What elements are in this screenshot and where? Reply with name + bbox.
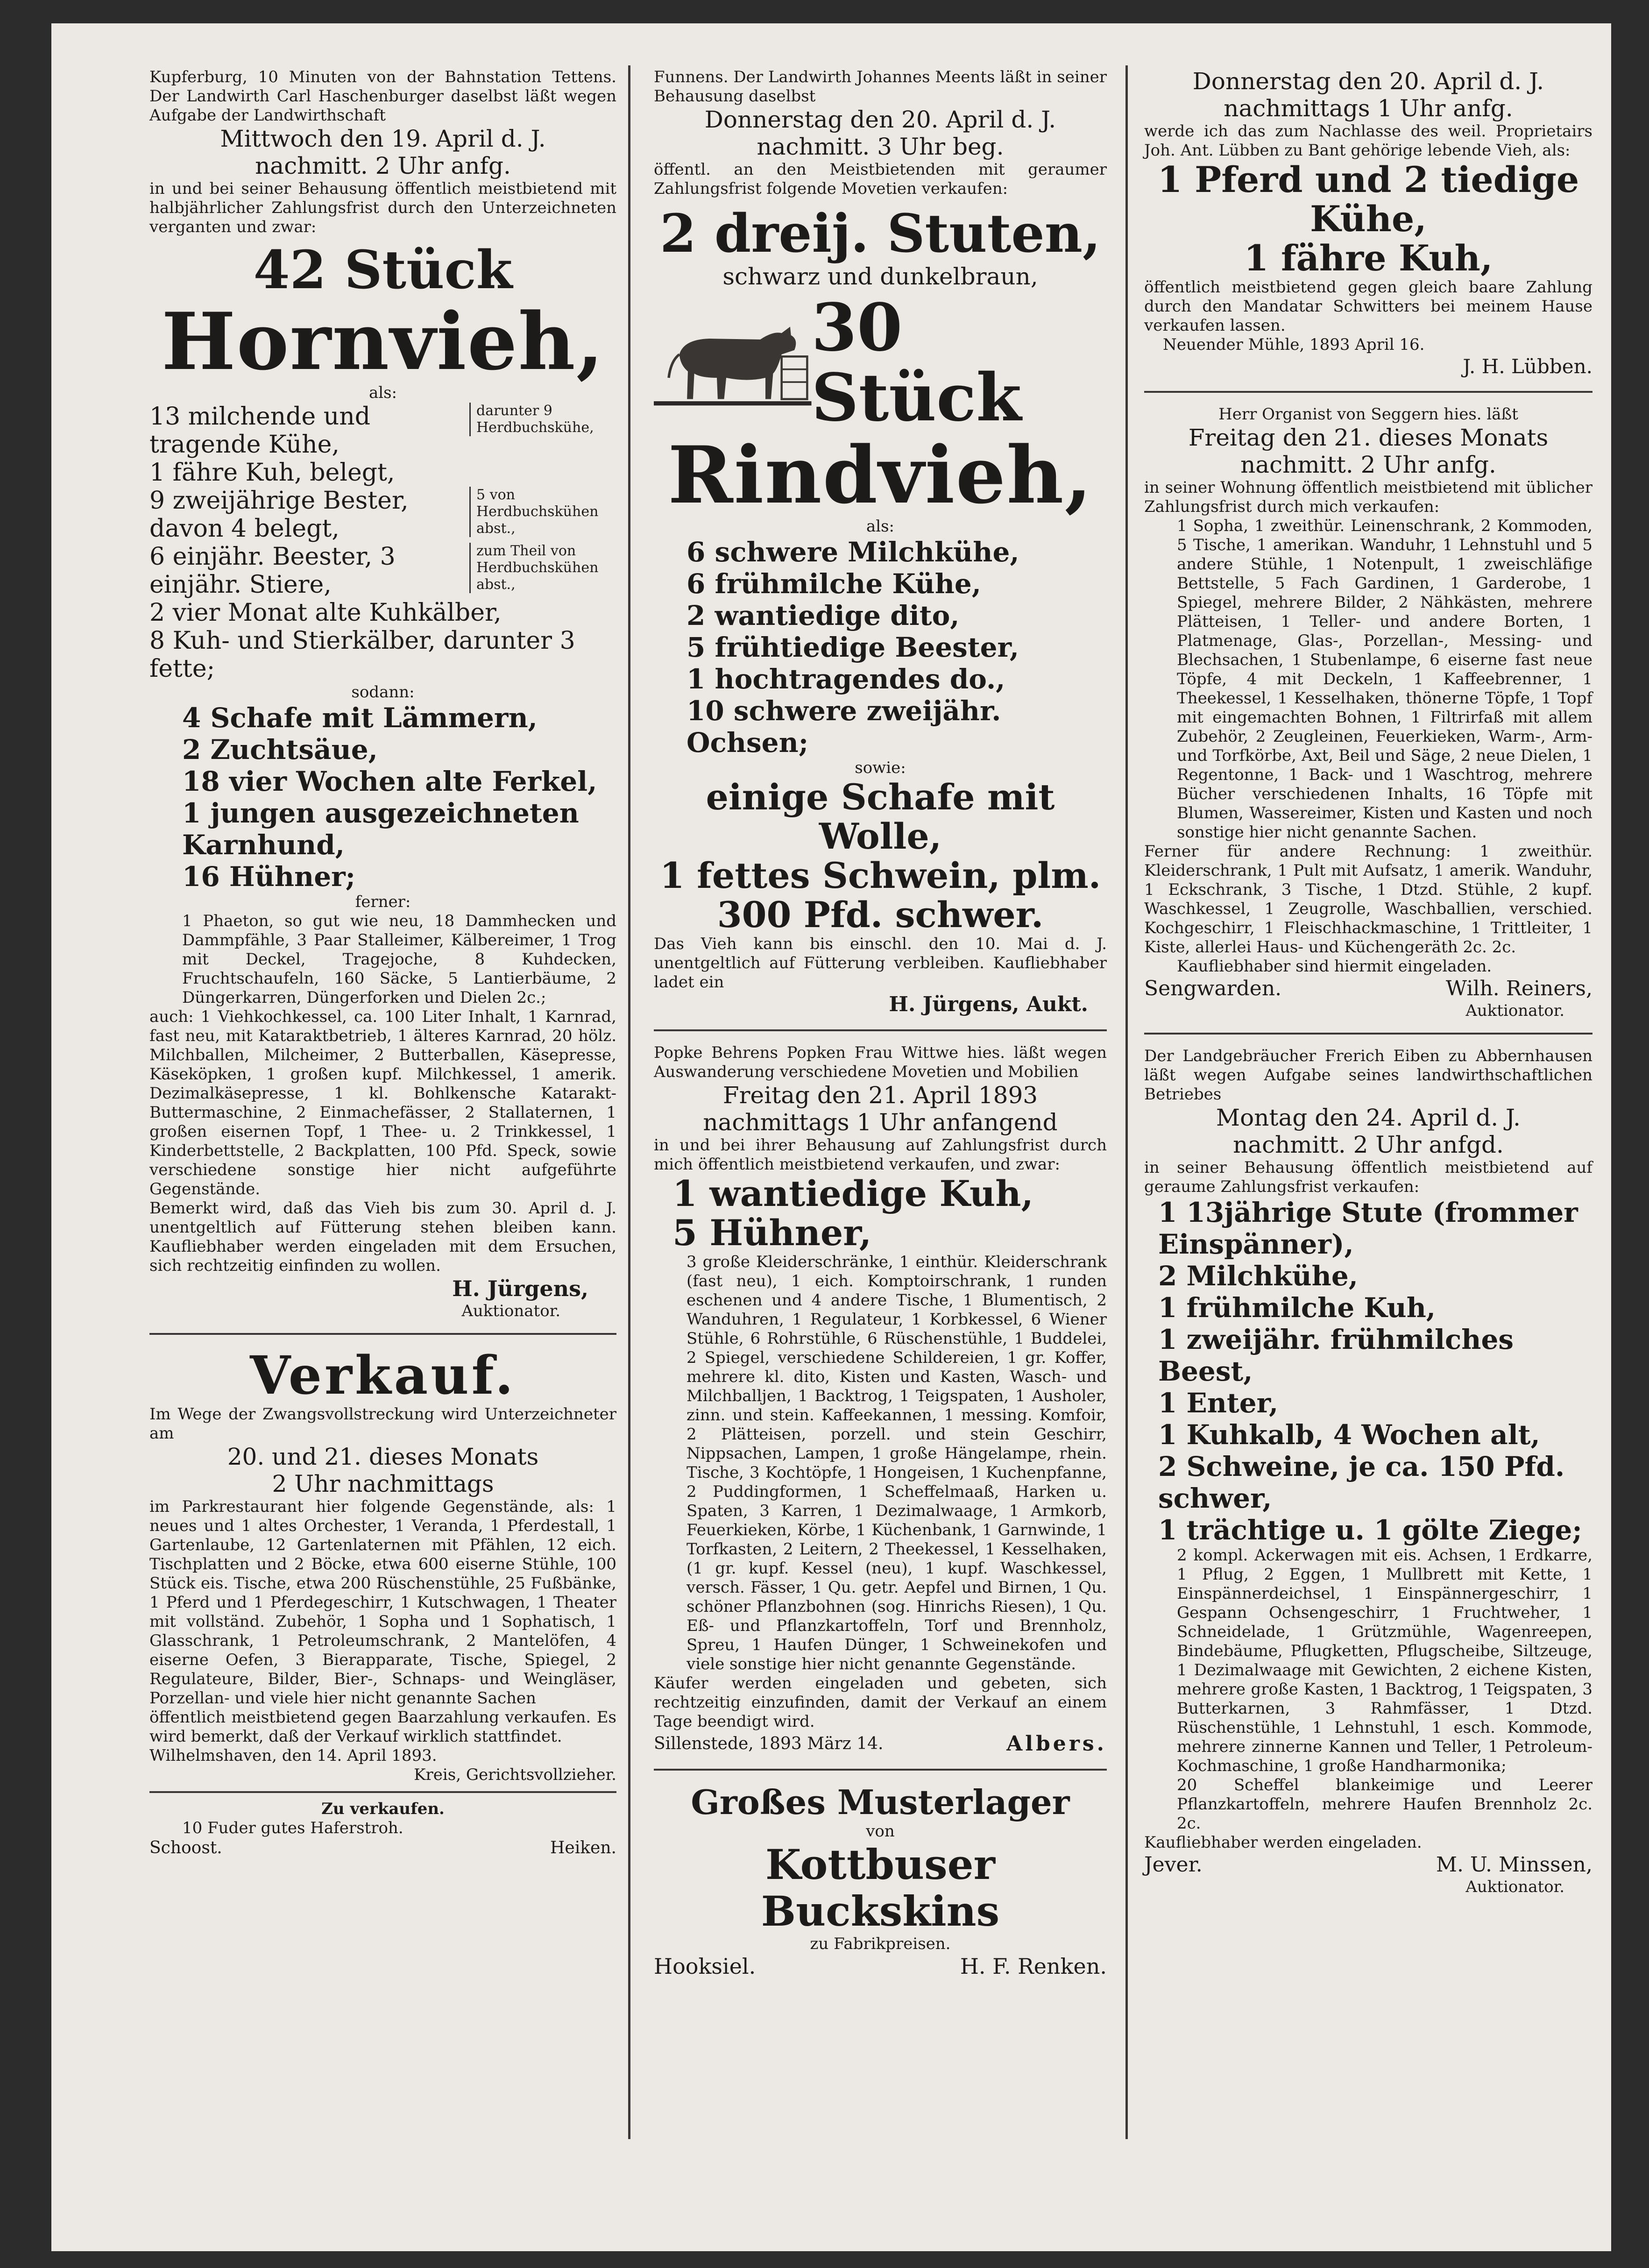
ad-note: Kaufliebhaber sind hiermit eingeladen. — [1177, 957, 1492, 976]
ad-signature: Heiken. — [550, 1838, 616, 1857]
ad-headline: 2 dreij. Stuten, — [659, 203, 1101, 264]
column-2 — [654, 68, 1107, 1979]
ad-note: Käufer werden eingeladen und gebeten, sich rechtzeitig einzufinden, damit der Verkauf an einem Tage beendigt wird. — [654, 1674, 1107, 1731]
ad-title: Rindvieh, — [667, 429, 1093, 521]
ad-ferner-text: 1 Phaeton, so gut wie neu, 18 Dammhecken und Dammpfähle, 3 Paar Stalleimer, Kälbereimer, 1 Trog mit Deckel, Tragejoche, 8 Kuhdecken, Fruchtschaufeln, 160 Säcke, 5 Lantierbäume, 2 Düngerkarren, Düngerforken und Dielen 2c.; — [182, 912, 616, 1007]
list-item: 1 fähre Kuh, — [1244, 237, 1493, 279]
ad-place-date: Wilhelmshaven, den 14. April 1893. — [149, 1746, 437, 1765]
ad-signature-role: Auktionator. — [1465, 1878, 1564, 1896]
ad-place: Hooksiel. — [654, 1954, 756, 1979]
ad-signature: M. U. Minssen, — [1436, 1853, 1592, 1877]
ad-items-text: im Parkrestaurant hier folgende Gegenstände, als: 1 neues und 1 altes Orchester, 1 Veranda, 1 Pferdestall, 1 Gartenlaube, 12 Gartenlaternen mit Pfählen, 12 eich. Tischplatten und 2 Böcke, etwa 600 eiserne Stühle, 100 Stück eis. Tische, etwa 200 Rüschenstühle, 25 Fußbänke, 1 Pferd und 1 Pferdegeschirr, 1 Kutschwagen, 1 Theater mit vollständ. Zubehör, 1 Sopha und 1 Sophatisch, 1 Glasschrank, 1 Petroleumschrank, 2 Mantelöfen, 4 eiserne Oefen, 3 Bierapparate, Tische, Spiegel, 2 Regulateure, Bilder, Bier-, Schnaps- und Weingläser, Porzellan- und viele hier nicht genannte Sachen — [149, 1497, 616, 1708]
ad-terms: öffentlich meistbietend gegen Baarzahlung verkaufen. Es wird bemerkt, daß der Verkauf wirklich stattfindet. — [149, 1708, 616, 1746]
ad-place-date: Neuender Mühle, 1893 April 16. — [1163, 335, 1425, 354]
ad-intro: Im Wege der Zwangsvollstreckung wird Unterzeichneter am — [149, 1405, 616, 1443]
ad-footer — [1144, 976, 1592, 1001]
divider — [654, 1769, 1107, 1771]
column-3 — [1144, 68, 1592, 1897]
ad-items-text: 2 kompl. Ackerwagen mit eis. Achsen, 1 Erdkarre, 1 Pflug, 2 Eggen, 1 Mullbrett mit Kette, 1 Einspännerdeichsel, 1 Einspännergeschirr, 1 Gespann Ochsengeschirr, 1 Fruchtweher, 1 Schneidelade, 1 Grützmühle, Wagenreepen, Bindebäume, Pflugketten, Pflugscheibe, Siltzeuge, 1 Dezimalwaage mit Gewichten, 2 eichene Kisten, mehrere große Kasten, 1 Backtrog, 1 Teigspaten, 3 Butterkarnen, 3 Rahmfässer, 1 Dtzd. Rüschenstühle, 1 Lehnstuhl, 1 esch. Kommode, mehrere zinnerne Kannen und Teller, 1 Petroleum-Kochmaschine, 1 große Handharmonika; — [1177, 1546, 1592, 1775]
ad-animal-list — [1144, 1197, 1592, 1546]
ad-time: 2 Uhr nachmittags — [272, 1470, 494, 1497]
ad-time: nachmittags 1 Uhr anfg. — [1224, 95, 1513, 122]
list-item: 5 frühtiedige Beester, — [686, 631, 1019, 663]
auction-ad-rindvieh — [654, 68, 1107, 1017]
ad-items-text: 3 große Kleiderschränke, 1 einthür. Kleiderschrank (fast neu), 1 eich. Komptoirschrank, 1 runden eschenen und 4 andere Tische, 1 Blumentisch, 2 Wanduhren, 1 Regulateur, 1 Korbkessel, 6 Wiener Stühle, 6 Rohrstühle, 6 Rüschenstühle, 1 Buddelei, 2 Spiegel, verschiedene Schildereien, 1 gr. Koffer, mehrere kl. dito, Kisten und Kasten, Wasch- und Milchballjen, 1 Backtrog, 1 Teigspaten, 1 Ausholer, zinn. und stein. Kaffeekannen, 1 messing. Komfoir, 2 Plätteisen, porzell. und stein Geschirr, Nippsachen, Lampen, 1 große Hängelampe, rhein. Tische, 3 Kochtöpfe, 1 Hongeisen, 1 Kuchenpfanne, 2 Puddingformen, 1 Scheffelmaaß, Harken u. Spaten, 3 Karren, 1 Dezimalwaage, 1 Armkorb, Feuerkieken, Körbe, 1 Küchenbank, 1 Garnwinde, 1 Torfkasten, 2 Leitern, 2 Theekessel, 1 Kesselhaken, (1 gr. kupf. Kessel (neu), 1 kupf. Waschkessel, versch. Fässer, 1 Qu. getr. Aepfel und Birnen, 1 Qu. schöner Pflanzbohnen (sog. Hinrichs Riesen), 1 Qu. Eß- und Pflanzkartoffeln, Torf und Brennholz, Spreu, 1 Haufen Dünger, 1 Schweinekofen und viele sonstige hier nicht genannte Gegenstände. — [686, 1253, 1107, 1673]
list-item: 2 Milchkühe, — [1158, 1260, 1358, 1292]
ad-time: nachmitt. 2 Uhr anfg. — [1240, 451, 1496, 478]
ad-terms: in seiner Behausung öffentlich meistbietend auf geraume Zahlungsfrist verkaufen: — [1144, 1158, 1592, 1196]
ad-footer — [654, 1954, 1107, 1979]
ad-extra-text: 20 Scheffel blankeimige und Leerer Pflanzkartoffeln, mehrere Haufen Brennholz 2c. 2c. — [1177, 1776, 1592, 1833]
ad-terms: in seiner Wohnung öffentlich meistbietend mit üblicher Zahlungsfrist durch mich verkaufen: — [1144, 478, 1592, 516]
ad-title: Großes Musterlager — [691, 1782, 1070, 1822]
ad-signature: Wilh. Reiners, — [1445, 977, 1592, 1000]
list-item: 1 Pferd und 2 tiedige Kühe, — [1157, 159, 1579, 240]
ad-date: Freitag den 21. April 1893 — [722, 1082, 1038, 1109]
list-item: 13 milchende und tragende Kühe, darunter 9 Herdbuchskühe, — [149, 403, 616, 459]
auction-ad-luebben — [1144, 68, 1592, 379]
ad-date: 20. und 21. dieses Monats — [227, 1443, 539, 1470]
ad-footer — [1144, 1852, 1592, 1878]
ad-sowie: sowie: — [855, 758, 906, 777]
ad-note: Bemerkt wird, daß das Vieh bis zum 30. April d. J. unentgeltlich auf Fütterung stehen bleiben kann. Kaufliebhaber werden eingeladen mit dem Ersuchen, sich rechtzeitig einfinden zu wollen. — [149, 1199, 616, 1275]
list-item: 2 vier Monat alte Kuhkälber, — [149, 599, 502, 627]
ad-time: nachmittags 1 Uhr anfangend — [703, 1109, 1058, 1136]
list-item: 1 fettes Schwein, plm. — [659, 855, 1101, 896]
list-item: 5 Hühner, — [672, 1212, 872, 1254]
ad-title: Hornvieh, — [161, 295, 605, 388]
list-item: 2 wantiedige dito, — [686, 600, 960, 631]
ad-intro: Herr Organist von Seggern hies. läßt — [1218, 405, 1518, 424]
sale-ad-verkauf — [149, 1347, 616, 1785]
ad-terms: öffentlich meistbietend gegen gleich baare Zahlung durch den Mandatar Schwitters bei meinem Hause verkaufen lassen. — [1144, 278, 1592, 335]
column-rule-left — [628, 65, 630, 2139]
ad-animal-list — [149, 702, 616, 893]
list-item: 18 vier Wochen alte Ferkel, — [182, 765, 597, 797]
divider — [654, 1029, 1107, 1031]
ad-signature-role: Auktionator. — [461, 1302, 560, 1320]
ad-intro: werde ich das zum Nachlasse des weil. Proprietairs Joh. Ant. Lübben zu Bant gehörige lebende Vieh, als: — [1144, 122, 1592, 160]
list-item: 6 einjähr. Beester, 3 einjähr. Stiere, zum Theil von Herdbuchskühen abst., — [149, 543, 616, 599]
ad-animal-list — [654, 536, 1107, 758]
ad-signature: H. F. Renken. — [960, 1954, 1107, 1979]
list-item: 9 zweijährige Bester, davon 4 belegt, 5 von Herdbuchskühen abst., — [149, 487, 616, 543]
ad-time: nachmitt. 3 Uhr beg. — [757, 133, 1004, 160]
ad-intro: Funnens. Der Landwirth Johannes Meents läßt in seiner Behausung daselbst — [654, 68, 1107, 106]
ad-von: von — [866, 1822, 895, 1841]
ad-footer — [149, 1838, 616, 1858]
ad-date: Donnerstag den 20. April d. J. — [704, 106, 1056, 133]
divider — [1144, 1033, 1592, 1035]
cow-illustration-icon — [654, 309, 812, 417]
ad-subline: zu Fabrikpreisen. — [810, 1935, 951, 1953]
list-item: 1 wantiedige Kuh, — [672, 1173, 1033, 1214]
list-item: 2 Zuchtsäue, — [182, 734, 378, 765]
column-1 — [149, 68, 616, 1858]
ad-subline: schwarz und dunkelbraun, — [722, 263, 1038, 290]
list-item: 1 hochtragendes do., — [686, 663, 1005, 695]
list-item: 1 jungen ausgezeichneten Karnhund, — [182, 797, 579, 861]
newspaper-page — [51, 23, 1611, 2251]
list-item: 300 Pfd. schwer. — [717, 894, 1044, 936]
ad-footer — [654, 1731, 1107, 1757]
ad-signature: H. Jürgens, Aukt. — [889, 992, 1088, 1016]
list-item: 10 schwere zweijähr. Ochsen; — [686, 695, 1001, 758]
ad-signature: H. Jürgens, — [452, 1276, 588, 1301]
list-item: 1 13jährige Stute (frommer Einspänner), — [1158, 1197, 1578, 1260]
ad-sodann: sodann: — [351, 683, 415, 702]
ad-ferner: ferner: — [355, 893, 411, 911]
ad-items-text: 1 Sopha, 1 zweithür. Leinenschrank, 2 Kommoden, 5 Tische, 1 amerikan. Wanduhr, 1 Lehnstuhl und 5 andere Stühle, 1 Notenpult, 1 zweischläfige Bettstelle, 5 Fach Gardinen, 1 Garderobe, 1 Spiegel, mehrere Bilder, 2 Nähkästen, mehrere Plätteisen, 1 Teller- und andere Borten, 1 Platmenage, Glas-, Porzellan-, Messing- und Blechsachen, 1 Stubenlampe, 6 eiserne fast neue Töpfe, 4 mit Deckeln, 1 Kaffeebrenner, 1 Theekessel, 1 Kesselhaken, thönerne Töpfe, 1 Topf mit eingemachten Bohnen, 1 Filtrirfaß mit allem Zubehör, 2 Zeugleinen, Feuerkieken, Warm-, Arm- und Torfkörbe, Axt, Beil und Säge, 2 neue Dielen, 1 Regentonne, 1 Back- und 1 Waschtrog, mehrere Bücher verschiedenen Inhalts, 16 Töpfe mit Blumen, Wassereimer, Kisten und Kasten und noch sonstige hier nicht genannte Sachen. — [1177, 517, 1592, 842]
ad-place: Jever. — [1144, 1853, 1203, 1877]
ad-time: nachmitt. 2 Uhr anfg. — [255, 152, 511, 179]
divider — [1144, 391, 1592, 393]
ad-date: Montag den 24. April d. J. — [1216, 1104, 1521, 1131]
ad-count: 30 Stück — [811, 290, 1022, 436]
ad-note: Das Vieh kann bis einschl. den 10. Mai d. J. unentgeltlich auf Fütterung verbleiben. Kaufliebhaber ladet ein — [654, 935, 1107, 992]
list-item: 1 trächtige u. 1 gölte Ziege; — [1158, 1514, 1582, 1546]
ad-headline: Kottbuser Buckskins — [761, 1840, 1000, 1935]
ad-intro: Der Landgebräucher Frerich Eiben zu Abbernhausen läßt wegen Aufgabe seines landwirthschaftlichen Betriebes — [1144, 1047, 1592, 1104]
list-item: 6 schwere Milchkühe, — [686, 536, 1019, 568]
auction-ad-eiben — [1144, 1047, 1592, 1897]
list-item: 4 Schafe mit Lämmern, — [182, 702, 538, 734]
ad-date: Freitag den 21. dieses Monats — [1188, 424, 1549, 451]
ad-intro: Popke Behrens Popken Frau Wittwe hies. läßt wegen Auswanderung verschiedene Movetien und Mobilien — [654, 1043, 1107, 1081]
list-item: 6 frühmilche Kühe, — [686, 568, 981, 600]
auction-ad-auswanderung — [654, 1043, 1107, 1757]
ad-place: Sengwarden. — [1144, 977, 1282, 1000]
ad-terms: in und bei seiner Behausung öffentlich meistbietend mit halbjährlicher Zahlungsfrist durch den Unterzeichneten verganten und zwar: — [149, 179, 616, 236]
column-rule-right — [1125, 65, 1128, 2139]
ad-auch-text: auch: 1 Viehkochkessel, ca. 100 Liter Inhalt, 1 Karnrad, fast neu, mit Kataraktbetrieb, 1 älteres Karnrad, 20 hölz. Milchballen, Milcheimer, 2 Butterballen, Käsepresse, Käseköpken, 1 großen kupf. Milchkessel, 1 amerik. Dezimalkäsepresse, 1 kl. Bohlkensche Katarakt-Buttermaschine, 2 Einmachefässer, 2 Stallaternen, 1 großen eisernen Topf, 1 Thee- u. 2 Trinkkessel, 1 Kinderbettstelle, 2 Backplatten, 100 Pfd. Speck, sowie verschiedene sonstige hier nicht aufgeführte Gegenstände. — [149, 1007, 616, 1198]
ad-als: als: — [866, 517, 895, 536]
auction-ad-seggern — [1144, 405, 1592, 1021]
ad-count: 42 Stück — [253, 240, 513, 301]
list-item: 16 Hühner; — [182, 861, 356, 893]
ad-note: Kaufliebhaber werden eingeladen. — [1144, 1833, 1422, 1852]
list-item: 1 frühmilche Kuh, — [1158, 1292, 1436, 1324]
ad-date: Donnerstag den 20. April d. J. — [1192, 68, 1544, 95]
ad-signature-role: Auktionator. — [1465, 1001, 1564, 1020]
list-item: 8 Kuh- und Stierkälber, darunter 3 fette; — [149, 627, 575, 683]
ad-als: als: — [368, 383, 397, 402]
ad-count-row — [654, 290, 1107, 436]
list-item: 2 Schweine, je ca. 150 Pfd. schwer, — [1158, 1451, 1565, 1514]
ad-ferner-text: Ferner für andere Rechnung: 1 zweithür. Kleiderschrank, 1 Pult mit Aufsatz, 1 amerik. Wanduhr, 1 Eckschrank, 3 Tische, 1 Dtzd. Stühle, 2 kupf. Waschkessel, 1 Zeugrolle, Waschballien, verschied. Kochgeschirr, 1 Fleischhackmaschine, 1 Trittleiter, 1 Kiste, allerlei Haus- und Küchengeräth 2c. 2c. — [1144, 842, 1592, 957]
auction-ad-hornvieh — [149, 68, 616, 1321]
ad-title: Verkauf. — [250, 1345, 516, 1406]
ad-signature: Albers. — [1006, 1732, 1107, 1756]
ad-signature: Kreis, Gerichtsvollzieher. — [414, 1765, 616, 1784]
divider — [149, 1791, 616, 1793]
ad-text: 10 Fuder gutes Haferstroh. — [182, 1819, 403, 1837]
ad-time: nachmitt. 2 Uhr anfgd. — [1233, 1131, 1504, 1158]
list-item: einige Schafe mit Wolle, — [706, 776, 1055, 857]
sale-ad-haferstroh — [149, 1800, 616, 1858]
ad-place-date: Sillenstede, 1893 März 14. — [654, 1734, 884, 1753]
ad-terms: öffentl. an den Meistbietenden mit geraumer Zahlungsfrist folgende Movetien verkaufen: — [654, 160, 1107, 198]
divider — [149, 1333, 616, 1335]
ad-musterlager — [654, 1783, 1107, 1979]
ad-place: Schoost. — [149, 1838, 222, 1857]
ad-intro: Kupferburg, 10 Minuten von der Bahnstation Tettens. Der Landwirth Carl Haschenburger daselbst läßt wegen Aufgabe der Landwirthschaft — [149, 68, 616, 125]
list-item: 1 Kuhkalb, 4 Wochen alt, — [1158, 1419, 1540, 1451]
list-item: 1 zweijähr. frühmilches Beest, — [1158, 1324, 1514, 1387]
list-item: 1 Enter, — [1158, 1387, 1279, 1419]
list-item: 1 fähre Kuh, belegt, — [149, 459, 395, 487]
ad-signature: J. H. Lübben. — [1463, 355, 1592, 378]
ad-date: Mittwoch den 19. April d. J. — [220, 125, 546, 152]
ad-terms: in und bei ihrer Behausung auf Zahlungsfrist durch mich öffentlich meistbietend verkaufen, und zwar: — [654, 1136, 1107, 1174]
ad-title: Zu verkaufen. — [321, 1800, 445, 1818]
